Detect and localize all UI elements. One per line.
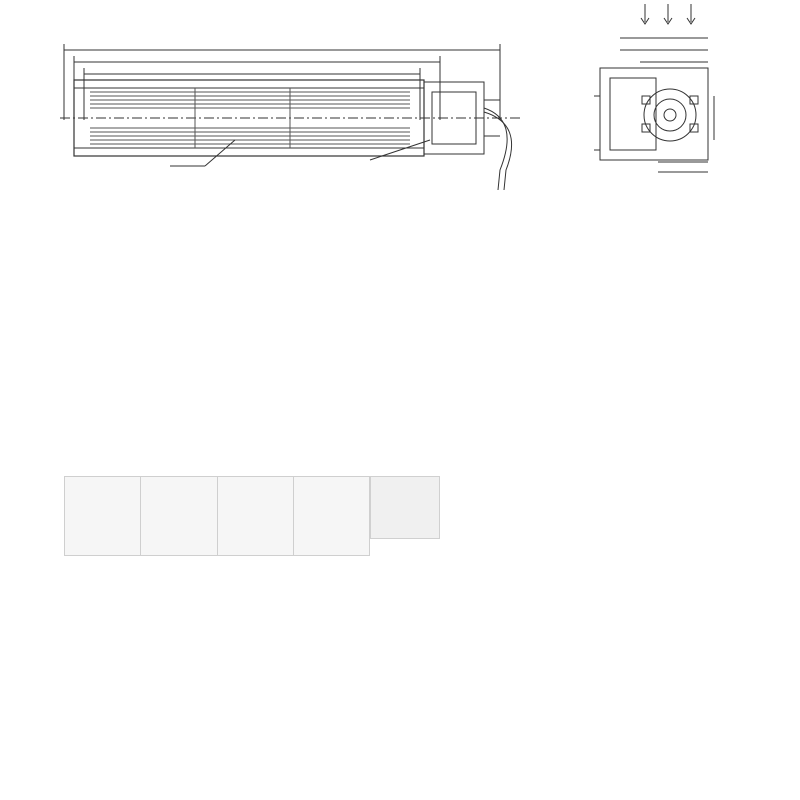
fan-end-drawing <box>540 0 800 200</box>
col-model <box>65 477 141 556</box>
charts-area <box>0 205 800 435</box>
dimension-table <box>64 476 370 800</box>
col-a <box>141 477 217 556</box>
col-c <box>293 477 369 556</box>
header-spacer <box>370 476 440 539</box>
performance-table <box>440 476 744 800</box>
col-b <box>217 477 293 556</box>
